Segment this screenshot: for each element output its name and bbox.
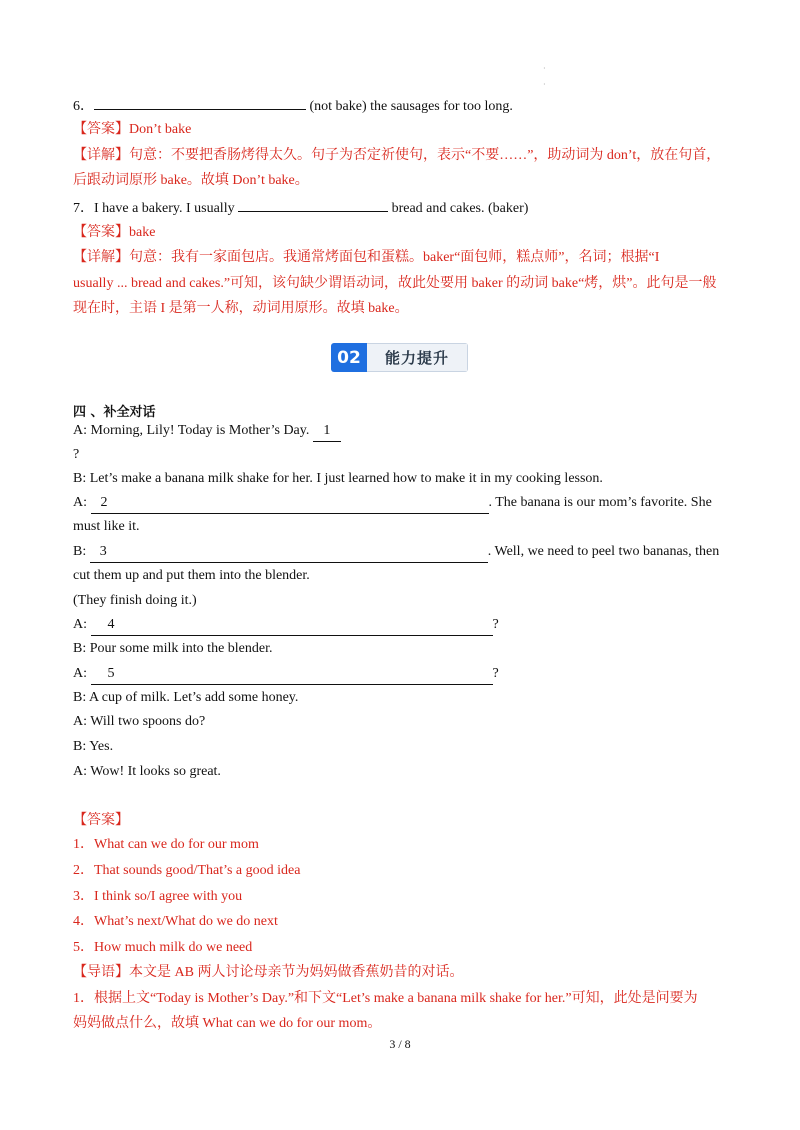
dialog-line-3b: must like it. bbox=[73, 519, 140, 534]
question-text: (not bake) the sausages for too long. bbox=[306, 99, 513, 114]
decorative-dot: · bbox=[543, 80, 546, 89]
dialog-text: A: bbox=[73, 666, 91, 681]
q6-detail-line1 bbox=[73, 146, 730, 166]
answer-item-2: 2．That sounds good/That’s a good idea bbox=[73, 863, 301, 878]
section-badge bbox=[331, 343, 468, 372]
question-7 bbox=[73, 197, 730, 219]
answer-tag: 【答案】 bbox=[73, 122, 129, 137]
blank-4: 4 bbox=[91, 615, 493, 636]
dialog-text: A: Morning, Lily! Today is Mother’s Day. bbox=[73, 423, 313, 438]
question-text: I have a bakery. I usually bbox=[94, 201, 239, 216]
dialog-text: A: bbox=[73, 617, 91, 632]
answer-text: Don’t bake bbox=[129, 122, 192, 137]
dialog-line-2: B: Let’s make a banana milk shake for her. I just learned how to make it in my cooking lesson. bbox=[73, 471, 603, 486]
detail-tag: 【详解】 bbox=[73, 148, 129, 163]
dialog-line-6 bbox=[73, 615, 730, 636]
page-number: 3 / 8 bbox=[389, 1037, 411, 1051]
answer-item-3: 3．I think so/I agree with you bbox=[73, 889, 243, 904]
dialog-line-1-q: ? bbox=[73, 447, 80, 462]
dialog-line-7: B: Pour some milk into the blender. bbox=[73, 641, 273, 656]
question-6 bbox=[73, 95, 730, 117]
q6-detail-line2: 后跟动词原形 bake。故填 Don’t bake。 bbox=[73, 173, 309, 188]
dialog-line-5: (They finish doing it.) bbox=[73, 593, 197, 608]
answer-tag: 【答案】 bbox=[73, 225, 129, 240]
q7-detail-line2: usually ... bread and cakes.”可知，该句缺少谓语动词，故此处要用 baker 的动词 bake“烤，烘”。此句是一般 bbox=[73, 276, 717, 291]
dialog-text: B: bbox=[73, 544, 90, 559]
dialog-line-10: A: Will two spoons do? bbox=[73, 714, 206, 729]
answer-item-1: 1．What can we do for our mom bbox=[73, 837, 259, 852]
blank-5: 5 bbox=[91, 664, 493, 685]
dialog-text: ? bbox=[492, 617, 499, 632]
q6-answer bbox=[73, 120, 730, 140]
section-title: 四 、补全对话 bbox=[73, 405, 156, 420]
guide-text: 本文是 AB 两人讨论母亲节为妈妈做香蕉奶昔的对话。 bbox=[129, 965, 464, 980]
dialog-line-4 bbox=[73, 542, 730, 563]
blank-3: 3 bbox=[90, 542, 488, 563]
q7-answer bbox=[73, 223, 730, 243]
section-badge-number: 02 bbox=[331, 343, 367, 372]
guide-intro bbox=[73, 963, 730, 983]
answer-blank bbox=[238, 197, 388, 212]
dialog-text: . Well, we need to peel two bananas, then bbox=[487, 544, 720, 559]
guide-point-1-line1: 1．根据上文“Today is Mother’s Day.”和下文“Let’s make a banana milk shake for her.”可知，此处是问要为 bbox=[73, 991, 698, 1006]
dialog-line-1 bbox=[73, 421, 730, 442]
guide-tag: 【导语】 bbox=[73, 965, 129, 980]
detail-text: 句意：不要把香肠烤得太久。句子为否定祈使句，表示“不要……”，助动词为 don’t，放在句首， bbox=[129, 148, 721, 163]
blank-2: 2 bbox=[91, 493, 489, 514]
answer-text: bake bbox=[129, 225, 156, 240]
dialog-line-9: B: A cup of milk. Let’s add some honey. bbox=[73, 690, 299, 705]
guide-point-1-line2: 妈妈做点什么，故填 What can we do for our mom。 bbox=[73, 1016, 382, 1031]
dialog-line-12: A: Wow! It looks so great. bbox=[73, 764, 221, 779]
question-text: bread and cakes. (baker) bbox=[388, 201, 529, 216]
q7-detail-line3: 现在时，主语 I 是第一人称，动词用原形。故填 bake。 bbox=[73, 301, 409, 316]
dialog-line-8 bbox=[73, 664, 730, 685]
detail-text: 句意：我有一家面包店。我通常烤面包和蛋糕。baker“面包师，糕点师”，名词；根据“I bbox=[129, 250, 660, 265]
answer-blank bbox=[94, 95, 306, 110]
question-number: 7． bbox=[73, 201, 94, 216]
answer-item-4: 4．What’s next/What do we do next bbox=[73, 914, 278, 929]
q7-detail-line1 bbox=[73, 248, 730, 268]
dialog-line-4b: cut them up and put them into the blender. bbox=[73, 568, 310, 583]
dialog-line-11: B: Yes. bbox=[73, 739, 114, 754]
dialog-line-3 bbox=[73, 493, 730, 514]
dialog-text: ? bbox=[492, 666, 499, 681]
dialog-text: A: bbox=[73, 495, 91, 510]
question-number: 6． bbox=[73, 99, 94, 114]
decorative-dot: · bbox=[543, 64, 546, 73]
answer-item-5: 5．How much milk do we need bbox=[73, 940, 253, 955]
answers-tag: 【答案】 bbox=[73, 813, 129, 828]
section-badge-label: 能力提升 bbox=[367, 343, 468, 372]
blank-1: 1 bbox=[313, 421, 341, 442]
dialog-text: . The banana is our mom’s favorite. She bbox=[488, 495, 712, 510]
detail-tag: 【详解】 bbox=[73, 250, 129, 265]
